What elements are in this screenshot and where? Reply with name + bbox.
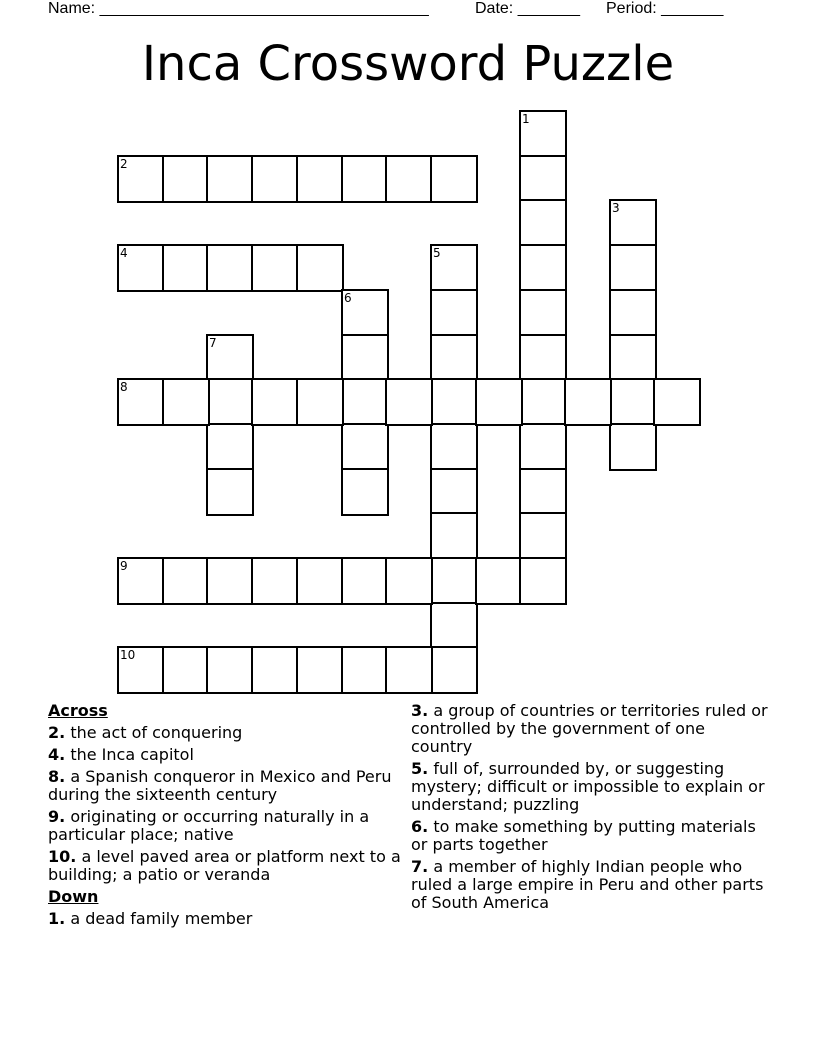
grid-cell[interactable] — [519, 557, 567, 605]
grid-cell[interactable] — [430, 602, 478, 650]
grid-cell[interactable] — [609, 378, 657, 426]
grid-cell[interactable] — [162, 244, 210, 292]
grid-cell[interactable] — [206, 334, 254, 382]
grid-cell[interactable] — [519, 155, 567, 203]
grid-cell[interactable] — [117, 646, 165, 694]
grid-cell[interactable] — [162, 155, 210, 203]
clue-number: 10 — [120, 648, 136, 662]
grid-cell[interactable] — [385, 378, 433, 426]
clues-left-column — [48, 702, 408, 932]
grid-cell[interactable] — [385, 557, 433, 605]
grid-cell[interactable] — [206, 378, 254, 426]
grid-cell[interactable] — [251, 557, 299, 605]
grid-cell[interactable] — [341, 334, 389, 382]
grid-cell[interactable] — [117, 378, 165, 426]
grid-cell[interactable] — [430, 244, 478, 292]
grid-cell[interactable] — [296, 378, 344, 426]
grid-cell[interactable] — [206, 244, 254, 292]
grid-cell[interactable] — [341, 468, 389, 516]
clue-number: 4 — [120, 246, 128, 260]
grid-cell[interactable] — [117, 557, 165, 605]
grid-cell[interactable] — [430, 155, 478, 203]
grid-cell[interactable] — [519, 289, 567, 337]
name-field[interactable]: Name: _____________________________________ — [48, 0, 429, 17]
grid-cell[interactable] — [519, 378, 567, 426]
page-title: Inca Crossword Puzzle — [141, 36, 675, 92]
clue-number: 1 — [522, 112, 530, 126]
down-heading: Down — [48, 887, 99, 906]
grid-cell[interactable] — [519, 244, 567, 292]
clue-down-5: 5. full of, surrounded by, or suggesting mystery; difficult or impossible to explain or understand; puzzling — [411, 759, 765, 814]
grid-cell[interactable] — [519, 110, 567, 158]
clue-across-8: 8. a Spanish conqueror in Mexico and Peru during the sixteenth century — [48, 767, 392, 804]
grid-cell[interactable] — [430, 378, 478, 426]
clue-number: 9 — [120, 559, 128, 573]
grid-cell[interactable] — [385, 646, 433, 694]
grid-cell[interactable] — [519, 468, 567, 516]
grid-cell[interactable] — [206, 423, 254, 471]
grid-cell[interactable] — [251, 155, 299, 203]
across-heading: Across — [48, 701, 108, 720]
clue-number: 7 — [209, 336, 217, 350]
grid-cell[interactable] — [341, 423, 389, 471]
clue-number: 3 — [612, 201, 620, 215]
grid-cell[interactable] — [296, 244, 344, 292]
clue-number: 5 — [433, 246, 441, 260]
clue-across-10: 10. a level paved area or platform next to a building; a patio or veranda — [48, 847, 401, 884]
clue-down-6: 6. to make something by putting materials or parts together — [411, 817, 756, 854]
grid-cell[interactable] — [341, 378, 389, 426]
grid-cell[interactable] — [385, 155, 433, 203]
clue-number: 6 — [344, 291, 352, 305]
grid-cell[interactable] — [206, 557, 254, 605]
grid-cell[interactable] — [341, 155, 389, 203]
grid-cell[interactable] — [117, 155, 165, 203]
grid-cell[interactable] — [430, 557, 478, 605]
grid-cell[interactable] — [609, 244, 657, 292]
grid-cell[interactable] — [162, 557, 210, 605]
grid-cell[interactable] — [117, 244, 165, 292]
student-info-header — [48, 0, 748, 22]
grid-cell[interactable] — [475, 557, 523, 605]
grid-cell[interactable] — [341, 557, 389, 605]
grid-cell[interactable] — [251, 378, 299, 426]
grid-cell[interactable] — [519, 423, 567, 471]
grid-cell[interactable] — [251, 244, 299, 292]
grid-cell[interactable] — [296, 155, 344, 203]
grid-cell[interactable] — [430, 289, 478, 337]
grid-cell[interactable] — [296, 646, 344, 694]
grid-cell[interactable] — [430, 334, 478, 382]
grid-cell[interactable] — [475, 378, 523, 426]
clue-across-4: 4. the Inca capitol — [48, 745, 194, 764]
grid-cell[interactable] — [162, 378, 210, 426]
grid-cell[interactable] — [609, 423, 657, 471]
clue-down-7: 7. a member of highly Indian people who ruled a large empire in Peru and other parts of South America — [411, 857, 764, 912]
grid-cell[interactable] — [609, 289, 657, 337]
clue-number: 8 — [120, 380, 128, 394]
grid-cell[interactable] — [206, 646, 254, 694]
clues-right-column — [411, 702, 771, 916]
grid-cell[interactable] — [653, 378, 701, 426]
clue-down-1: 1. a dead family member — [48, 909, 253, 928]
grid-cell[interactable] — [519, 334, 567, 382]
grid-cell[interactable] — [430, 512, 478, 560]
grid-cell[interactable] — [206, 468, 254, 516]
grid-cell[interactable] — [430, 468, 478, 516]
grid-cell[interactable] — [564, 378, 612, 426]
grid-cell[interactable] — [296, 557, 344, 605]
grid-cell[interactable] — [206, 155, 254, 203]
grid-cell[interactable] — [609, 199, 657, 247]
grid-cell[interactable] — [251, 646, 299, 694]
clue-number: 2 — [120, 157, 128, 171]
grid-cell[interactable] — [519, 512, 567, 560]
grid-cell[interactable] — [430, 646, 478, 694]
grid-cell[interactable] — [519, 199, 567, 247]
clue-across-9: 9. originating or occurring naturally in a particular place; native — [48, 807, 370, 844]
date-field[interactable]: Date: _______ — [475, 0, 580, 17]
clue-down-3: 3. a group of countries or territories ruled or controlled by the government of one country — [411, 701, 768, 756]
grid-cell[interactable] — [609, 334, 657, 382]
grid-cell[interactable] — [341, 289, 389, 337]
clue-across-2: 2. the act of conquering — [48, 723, 243, 742]
grid-cell[interactable] — [341, 646, 389, 694]
grid-cell[interactable] — [430, 423, 478, 471]
period-field[interactable]: Period: _______ — [606, 0, 724, 17]
grid-cell[interactable] — [162, 646, 210, 694]
